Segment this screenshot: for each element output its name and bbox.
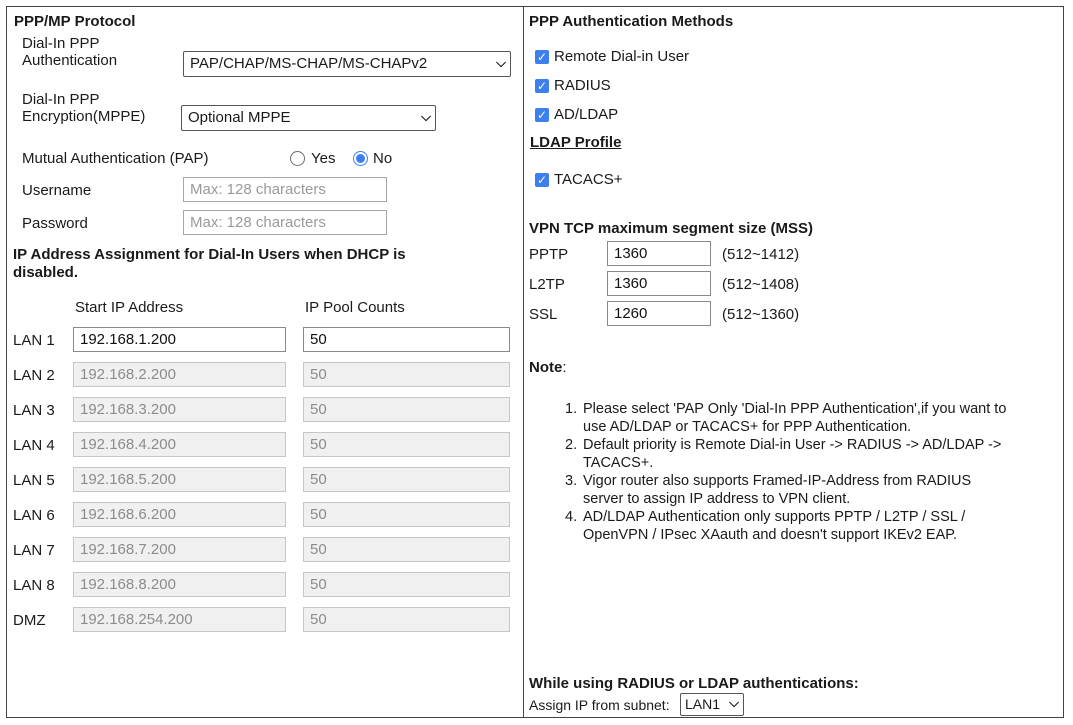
- note-number: 3.: [565, 473, 578, 489]
- tacacs-label: TACACS+: [554, 171, 623, 188]
- encryption-label: Dial-In PPP Encryption(MPPE): [22, 91, 146, 125]
- chevron-down-icon: ⌵: [729, 695, 739, 710]
- auth-method-checkbox[interactable]: ✓: [536, 50, 548, 64]
- mutual-yes-radio[interactable]: [290, 151, 305, 166]
- pool-count-header: IP Pool Counts: [305, 299, 405, 316]
- start-ip-input[interactable]: 192.168.7.200: [73, 537, 286, 562]
- lan-row-label: LAN 6: [13, 507, 55, 524]
- mss-input[interactable]: 1360: [607, 271, 711, 296]
- note-list: [565, 400, 1013, 544]
- note-number: 2.: [565, 437, 578, 453]
- lan-row-label: LAN 2: [13, 367, 55, 384]
- auth-method-checkbox[interactable]: ✓: [536, 108, 548, 122]
- auth-method-label: RADIUS: [554, 77, 611, 94]
- note-text: Please select 'PAP Only 'Dial-In PPP Authentication',if you want to use AD/LDAP or TACACS+ for PPP Authentication.: [583, 401, 1007, 435]
- auth-method-checkbox[interactable]: ✓: [536, 79, 548, 93]
- start-ip-input[interactable]: 192.168.2.200: [73, 362, 286, 387]
- lan-row-label: LAN 8: [13, 577, 55, 594]
- mss-range-label: (512~1408): [722, 276, 800, 293]
- start-ip-input[interactable]: 192.168.254.200: [73, 607, 286, 632]
- subnet-select[interactable]: LAN1 ⌵: [680, 693, 744, 716]
- lan-row-label: LAN 3: [13, 402, 55, 419]
- mss-title: VPN TCP maximum segment size (MSS): [529, 220, 813, 237]
- mss-protocol-label: SSL: [529, 306, 558, 323]
- mutual-no-radio[interactable]: [353, 151, 368, 166]
- password-label: Password: [22, 215, 88, 232]
- pool-count-input[interactable]: 50: [303, 467, 510, 492]
- radius-ldap-title: While using RADIUS or LDAP authentications:: [529, 675, 859, 692]
- start-ip-input[interactable]: 192.168.4.200: [73, 432, 286, 457]
- right-column: [525, 7, 1063, 717]
- note-item: [565, 436, 1013, 472]
- lan-row-label: LAN 4: [13, 437, 55, 454]
- pool-count-input[interactable]: 50: [303, 502, 510, 527]
- start-ip-input[interactable]: 192.168.5.200: [73, 467, 286, 492]
- lan-row-label: LAN 7: [13, 542, 55, 559]
- mss-protocol-label: L2TP: [529, 276, 565, 293]
- auth-method-label: AD/LDAP: [554, 106, 619, 123]
- start-ip-input[interactable]: 192.168.8.200: [73, 572, 286, 597]
- lan-row-label: LAN 1: [13, 332, 55, 349]
- ldap-profile-link[interactable]: LDAP Profile: [530, 134, 622, 151]
- mss-input[interactable]: 1360: [607, 241, 711, 266]
- note-text: AD/LDAP Authentication only supports PPTP / L2TP / SSL / OpenVPN / IPsec XAauth and doesn't support IKEv2 EAP.: [583, 509, 966, 543]
- mutual-no-label: No: [373, 150, 393, 167]
- pool-count-input[interactable]: 50: [303, 537, 510, 562]
- pool-count-input[interactable]: 50: [303, 572, 510, 597]
- pool-count-input[interactable]: 50: [303, 432, 510, 457]
- mss-input[interactable]: 1260: [607, 301, 711, 326]
- auth-label: Dial-In PPP Authentication: [22, 35, 118, 69]
- encryption-select[interactable]: Optional MPPE ⌵: [181, 105, 436, 131]
- mutual-yes-label: Yes: [311, 150, 336, 167]
- username-input[interactable]: Max: 128 characters: [183, 177, 387, 202]
- left-column: [7, 7, 524, 717]
- auth-method-label: Remote Dial-in User: [554, 48, 690, 65]
- start-ip-input[interactable]: 192.168.1.200: [73, 327, 286, 352]
- chevron-down-icon: ⌵: [421, 109, 431, 124]
- start-ip-input[interactable]: 192.168.3.200: [73, 397, 286, 422]
- ip-assignment-title: IP Address Assignment for Dial-In Users when DHCP is disabled.: [13, 246, 406, 281]
- mutual-auth-label: Mutual Authentication (PAP): [22, 150, 209, 167]
- note-number: 4.: [565, 509, 578, 525]
- start-ip-header: Start IP Address: [75, 299, 184, 316]
- mss-range-label: (512~1412): [722, 246, 800, 263]
- auth-select[interactable]: PAP/CHAP/MS-CHAP/MS-CHAPv2 ⌵: [183, 51, 511, 77]
- tacacs-checkbox[interactable]: ✓: [536, 173, 548, 187]
- lan-row-label: DMZ: [13, 612, 46, 629]
- note-title: Note:: [529, 359, 567, 376]
- vpn-settings-panel: [6, 6, 1064, 718]
- mss-protocol-label: PPTP: [529, 246, 569, 263]
- pool-count-input[interactable]: 50: [303, 397, 510, 422]
- pool-count-input[interactable]: 50: [303, 607, 510, 632]
- password-input[interactable]: Max: 128 characters: [183, 210, 387, 235]
- username-label: Username: [22, 182, 92, 199]
- note-item: [565, 400, 1013, 436]
- mss-range-label: (512~1360): [722, 306, 800, 323]
- assign-subnet-label: Assign IP from subnet:: [529, 697, 670, 713]
- pool-count-input[interactable]: 50: [303, 327, 510, 352]
- start-ip-input[interactable]: 192.168.6.200: [73, 502, 286, 527]
- note-number: 1.: [565, 401, 578, 417]
- auth-methods-title: PPP Authentication Methods: [529, 13, 734, 30]
- note-text: Vigor router also supports Framed-IP-Address from RADIUS server to assign IP address to VPN client.: [583, 473, 972, 507]
- note-text: Default priority is Remote Dial-in User -> RADIUS -> AD/LDAP -> TACACS+.: [583, 437, 1002, 471]
- ppp-mp-protocol-title: PPP/MP Protocol: [14, 13, 136, 30]
- note-item: [565, 508, 1013, 544]
- note-item: [565, 472, 1013, 508]
- chevron-down-icon: ⌵: [496, 55, 506, 70]
- lan-row-label: LAN 5: [13, 472, 55, 489]
- pool-count-input[interactable]: 50: [303, 362, 510, 387]
